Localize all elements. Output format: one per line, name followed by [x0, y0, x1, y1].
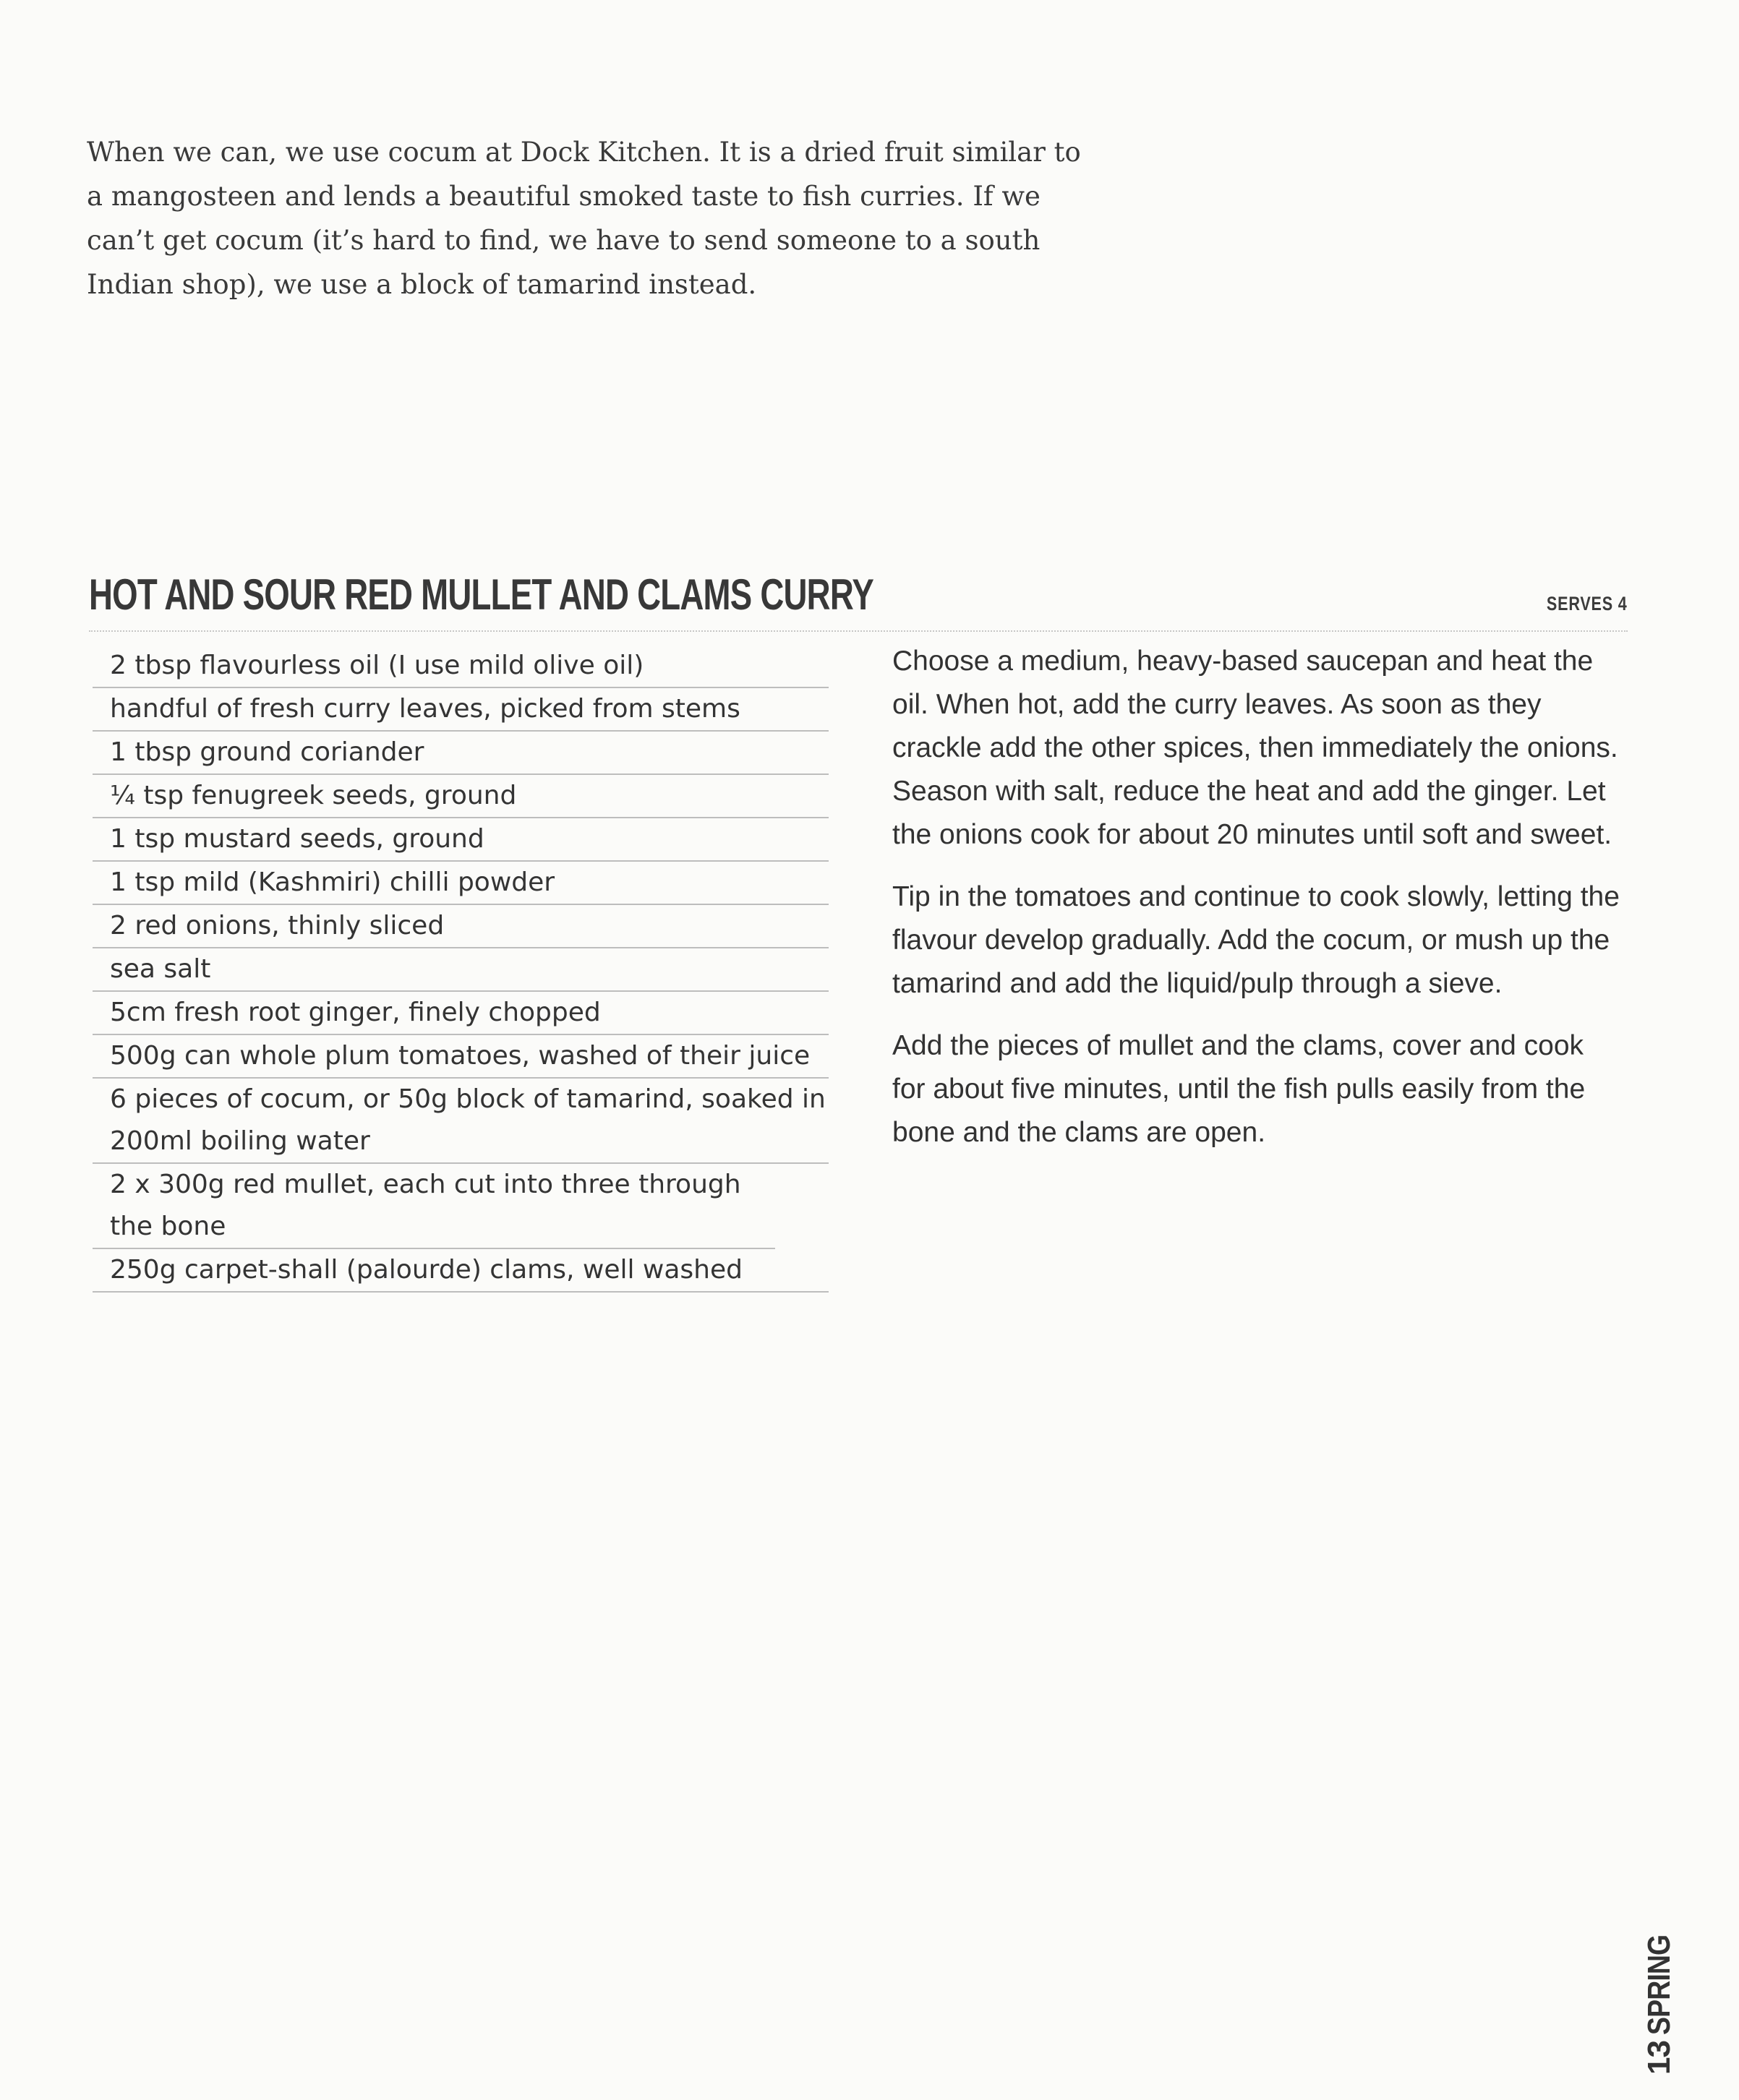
ingredient-item: 1 tbsp ground coriander: [93, 732, 829, 775]
ingredient-item: 500g can whole plum tomatoes, washed of their juice: [93, 1035, 829, 1079]
method-step: Add the pieces of mullet and the clams, cover and cook for about five minutes, until the fish pulls easily from the bone and the clams are open.: [892, 1030, 1586, 1148]
ingredient-item: 1 tsp mustard seeds, ground: [93, 818, 829, 862]
method-section: [892, 640, 1623, 1173]
page-number: 13: [1641, 2041, 1677, 2075]
ingredient-item: ¼ tsp fenugreek seeds, ground: [93, 775, 829, 818]
section-name: SPRING: [1641, 1934, 1677, 2036]
ingredient-item: 1 tsp mild (Kashmiri) chilli powder: [93, 862, 829, 905]
ingredient-item: 2 tbsp flavourless oil (I use mild olive oil): [93, 645, 829, 688]
method-step: Tip in the tomatoes and continue to cook slowly, letting the flavour develop gradually. Add the cocum, or mush up the tamarind and add the liquid/pulp through a sieve.: [892, 881, 1620, 999]
ingredient-item: handful of fresh curry leaves, picked from stems: [93, 688, 829, 732]
title-divider: [89, 630, 1628, 632]
ingredient-item: 6 pieces of cocum, or 50g block of tamarind, soaked in 200ml boiling water: [93, 1079, 829, 1164]
ingredient-item: 250g carpet-shall (palourde) clams, well washed: [93, 1249, 829, 1293]
recipe-title: HOT AND SOUR RED MULLET AND CLAMS CURRY: [89, 570, 873, 619]
method-step: Choose a medium, heavy-based saucepan and heat the oil. When hot, add the curry leaves. As soon as they crackle add the other spices, then immediately the onions. Season with salt, reduce the heat and add the ginger. Let the onions cook for about 20 minutes until soft and sweet.: [892, 646, 1618, 850]
ingredient-item: 2 x 300g red mullet, each cut into three through the bone: [93, 1164, 775, 1249]
ingredient-item: 5cm fresh root ginger, finely chopped: [93, 992, 829, 1035]
ingredients-list: [93, 645, 829, 1293]
ingredient-item: sea salt: [93, 948, 829, 992]
serves-label: SERVES 4: [1547, 593, 1628, 614]
page-folio: [1641, 1917, 1678, 2075]
ingredient-item: 2 red onions, thinly sliced: [93, 905, 829, 948]
intro-paragraph: When we can, we use cocum at Dock Kitchen. It is a dried fruit similar to a mangosteen and lends a beautiful smoked taste to fish curries. If we can’t get cocum (it’s hard to find, we have to send someone to a south Indian shop), we use a block of tamarind instead.: [87, 137, 1081, 300]
